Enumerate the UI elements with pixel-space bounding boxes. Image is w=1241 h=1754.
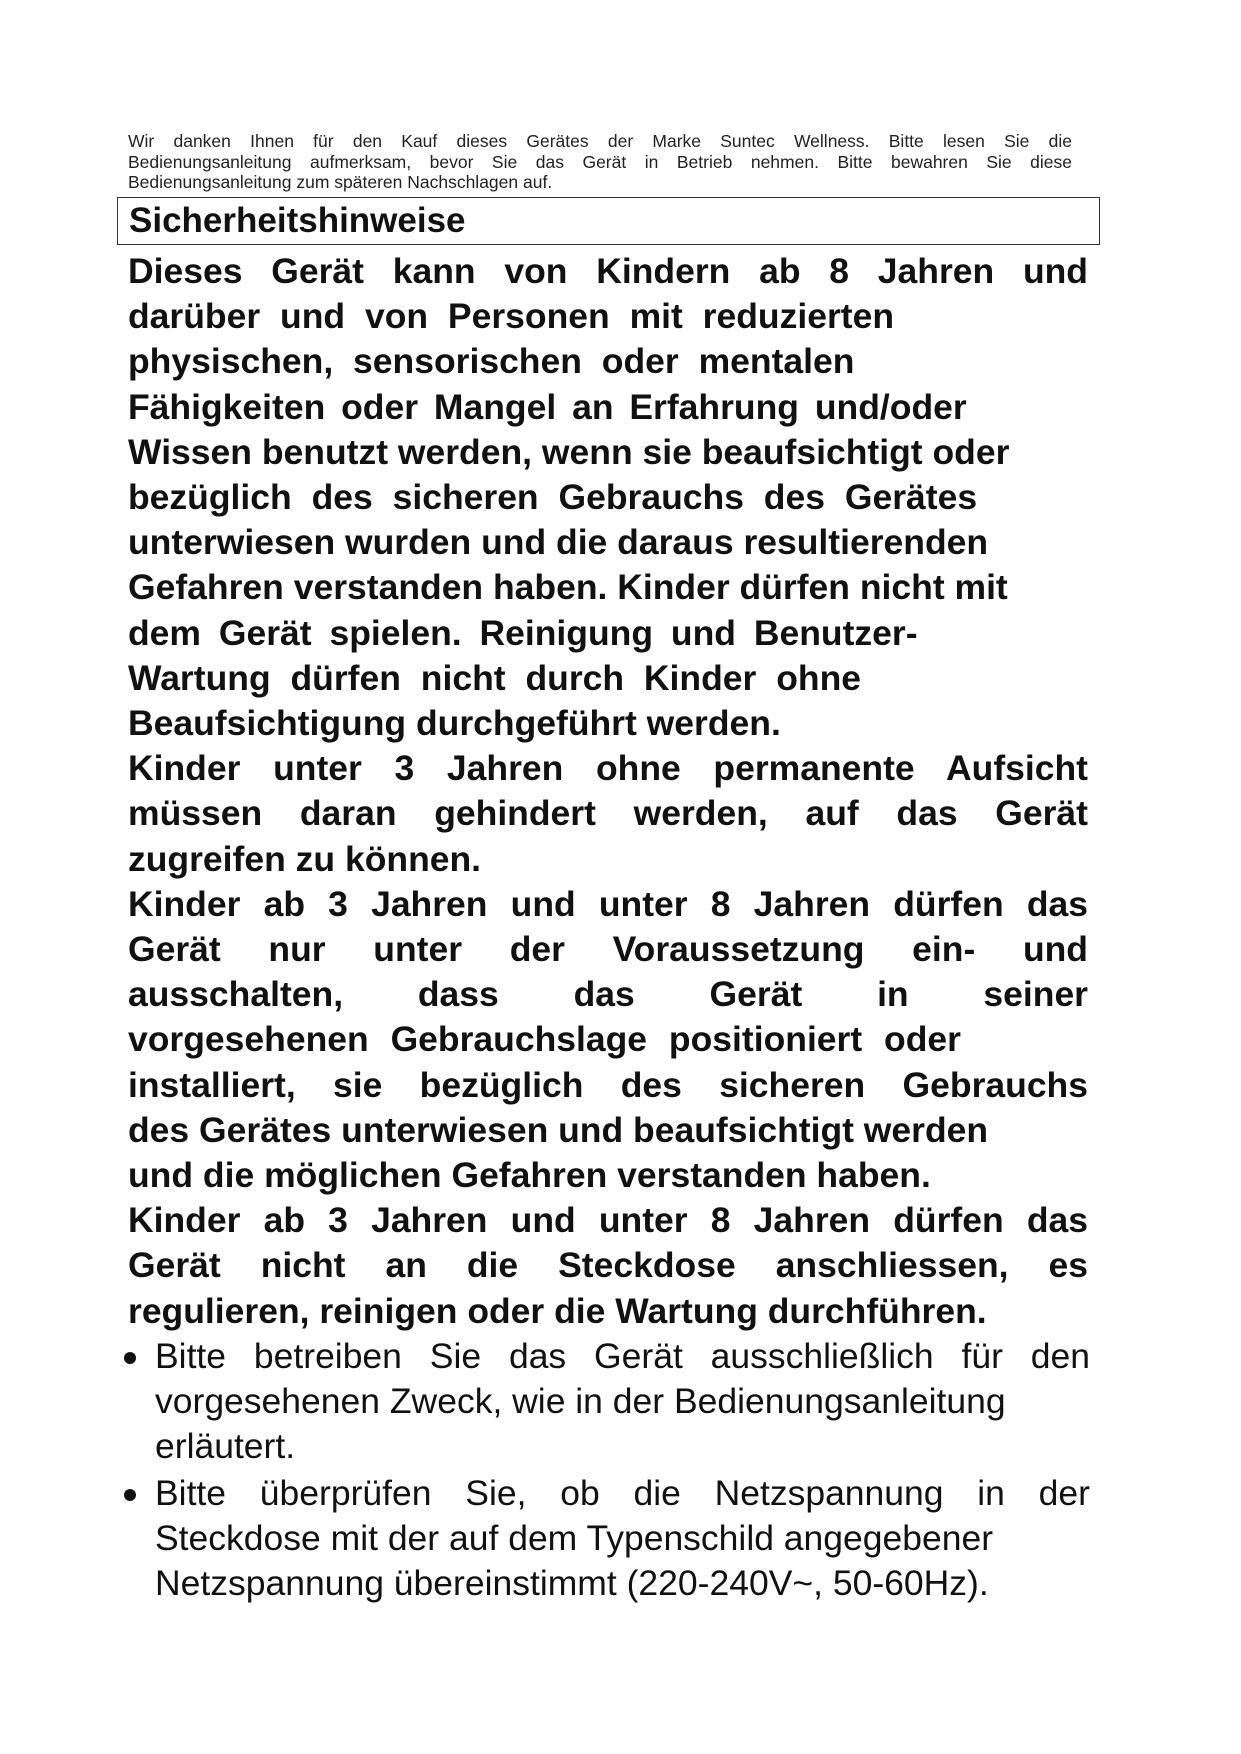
intro-line: Bedienungsanleitung zum späteren Nachschlagen auf. [128,172,553,192]
warning-line: und die möglichen Gefahren verstanden haben. [128,1155,931,1196]
bullet-icon [124,1489,136,1501]
bullet-line: Netzspannung übereinstimmt (220-240V~, 50-60Hz). [155,1563,989,1603]
instruction-list [118,1334,1090,1608]
intro-paragraph [128,131,1072,193]
section-heading-box [117,197,1100,245]
warning-line: Dieses Gerät kann von Kindern ab 8 Jahren und [128,251,1088,291]
safety-warnings [128,249,1088,1334]
list-item [118,1471,1090,1606]
warning-line: physischen, sensorischen oder mentalen [128,341,855,382]
warning-line: vorgesehenen Gebrauchslage positioniert oder [128,1019,961,1060]
warning-line: Kinder ab 3 Jahren und unter 8 Jahren dürfen das [128,883,1088,924]
warning-paragraph-3-to-8-operation [128,882,1088,1198]
warning-line: Gefahren verstanden haben. Kinder dürfen nicht mit [128,567,1008,608]
bullet-icon [124,1352,136,1364]
warning-line: Kinder unter 3 Jahren ohne permanente Aufsicht [128,748,1088,789]
bullet-line: Bitte überprüfen Sie, ob die Netzspannung in der [155,1473,1090,1513]
warning-line: Wartung dürfen nicht durch Kinder ohne [128,657,862,698]
warning-paragraph-3-to-8-restrictions [128,1198,1088,1334]
intro-line: Wir danken Ihnen für den Kauf dieses Gerätes der Marke Suntec Wellness. Bitte lesen Sie die [128,131,1072,151]
warning-line: müssen daran gehindert werden, auf das Gerät [128,793,1088,834]
section-heading: Sicherheitshinweise [129,201,466,240]
bullet-line: erläutert. [155,1426,296,1466]
warning-paragraph-under-3 [128,746,1088,882]
bullet-line: Steckdose mit der auf dem Typenschild angegebener [155,1518,994,1558]
bullet-line: vorgesehenen Zweck, wie in der Bedienungsanleitung [155,1381,1006,1421]
warning-line: des Gerätes unterwiesen und beaufsichtigt werden [128,1109,989,1150]
warning-line: Wissen benutzt werden, wenn sie beaufsichtigt oder [128,431,1010,472]
warning-line: ausschalten, dass das Gerät in seiner [128,974,1088,1015]
warning-line: Gerät nur unter der Voraussetzung ein- und [128,929,1088,970]
list-item [118,1334,1090,1469]
warning-line: unterwiesen wurden und die daraus resultierenden [128,522,989,563]
bullet-line: Bitte betreiben Sie das Gerät ausschließlich für den [155,1336,1090,1376]
warning-paragraph-supervision [128,249,1088,746]
warning-line: Kinder ab 3 Jahren und unter 8 Jahren dürfen das [128,1200,1088,1241]
warning-line: installiert, sie bezüglich des sicheren Gebrauchs [128,1064,1088,1105]
warning-line: bezüglich des sicheren Gebrauchs des Gerätes [128,477,978,518]
warning-line: Fähigkeiten oder Mangel an Erfahrung und/oder [128,386,967,427]
warning-line: zugreifen zu können. [128,838,482,879]
warning-line: Gerät nicht an die Steckdose anschliessen, es [128,1245,1088,1286]
intro-line: Bedienungsanleitung aufmerksam, bevor Sie das Gerät in Betrieb nehmen. Bitte bewahren Sie diese [128,151,1072,172]
warning-line: dem Gerät spielen. Reinigung und Benutzer- [128,612,918,653]
warning-line: Beaufsichtigung durchgeführt werden. [128,703,781,744]
warning-line: regulieren, reinigen oder die Wartung durchführen. [128,1290,987,1331]
warning-line: darüber und von Personen mit reduzierten [128,296,895,337]
